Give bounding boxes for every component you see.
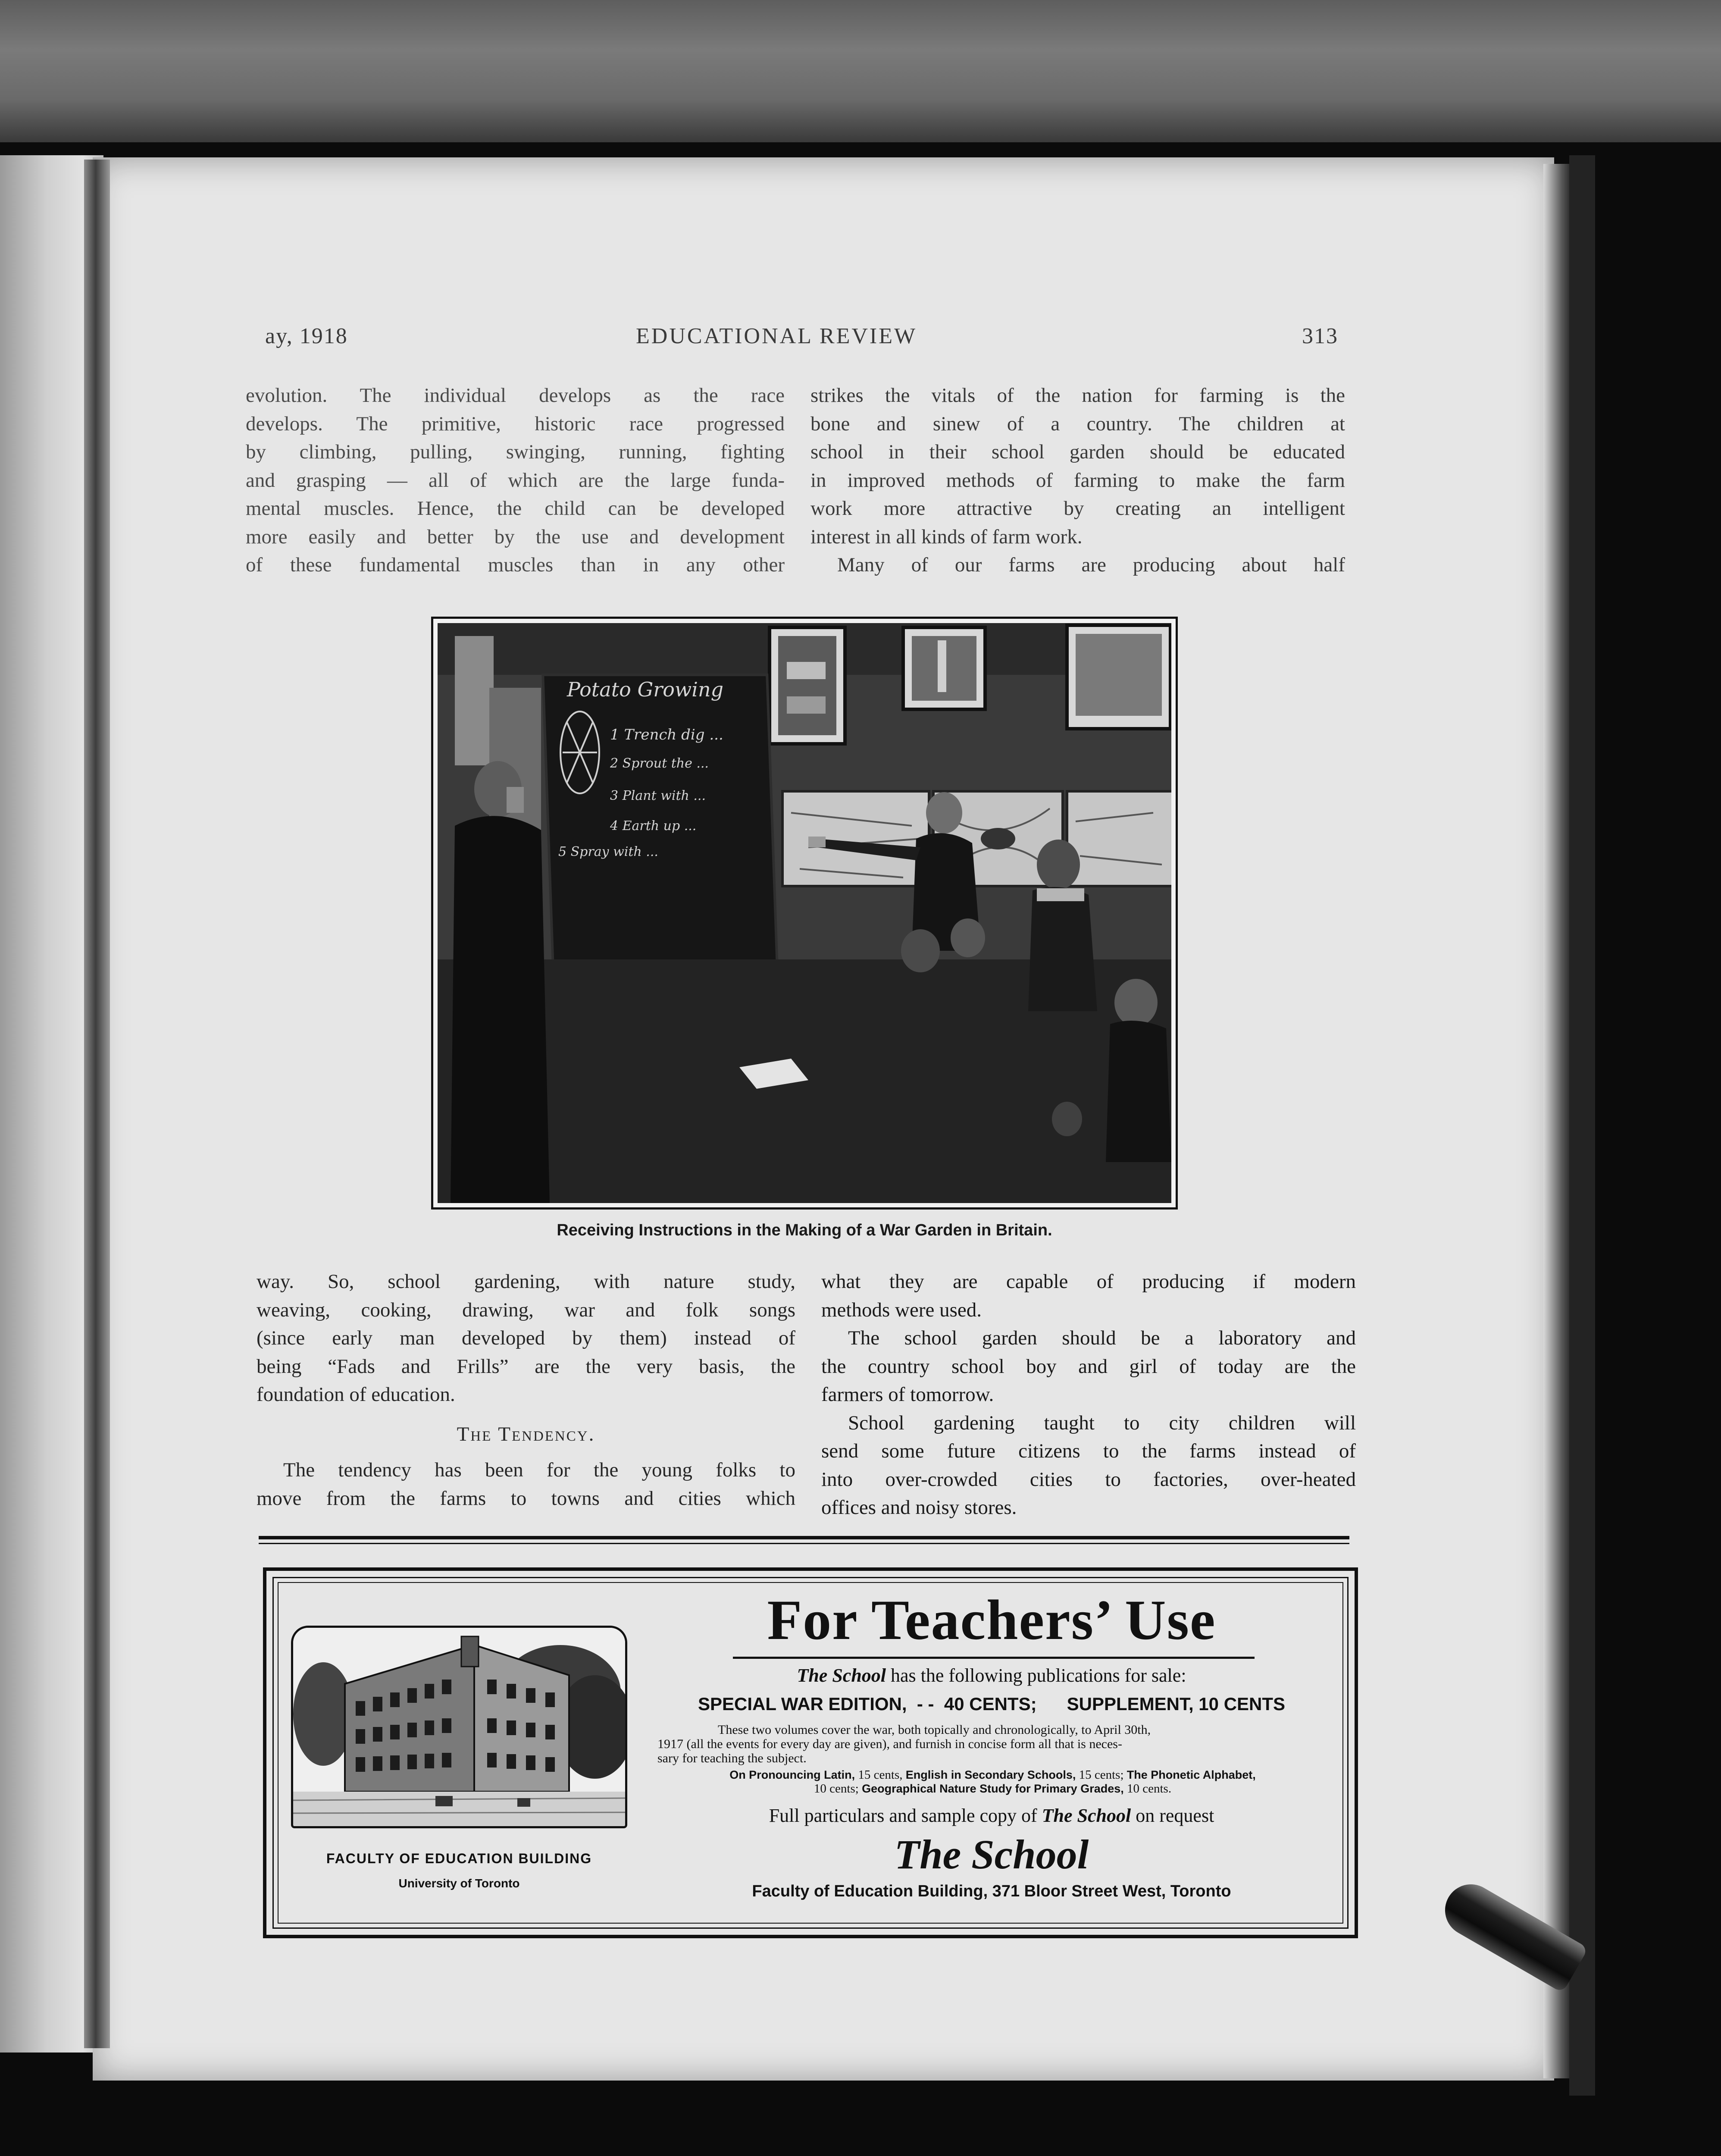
text-line: foundation of education. <box>257 1383 455 1406</box>
description-line: 1917 (all the events for every day are given), and furnish in concise form all that is neces- <box>657 1737 1122 1751</box>
text-line: offices and noisy stores. <box>821 1496 1017 1519</box>
text-line: move from the farms to towns and cities which <box>257 1487 795 1510</box>
advertisement-headline: For Teachers’ Use <box>767 1588 1216 1651</box>
text-line: being “Fads and Frills” are the very basis, the <box>257 1355 795 1378</box>
blackboard-line: 5 Spray with ... <box>558 844 658 859</box>
publication-price: 15 cents, <box>858 1768 903 1782</box>
publication-title: Geographical Nature Study for Primary Grades, <box>862 1782 1124 1795</box>
text-line: develops. The primitive, historic race progressed <box>246 412 785 435</box>
top-left-column <box>246 382 785 580</box>
request-line <box>655 1805 1328 1827</box>
text-line: work more attractive by creating an intelligent <box>810 497 1345 520</box>
school-masthead: The School <box>894 1831 1089 1877</box>
scan-background-top <box>0 0 1721 142</box>
top-right-column <box>810 382 1345 580</box>
text-line: interest in all kinds of farm work. <box>810 525 1083 548</box>
text-line: The school garden should be a laboratory and <box>848 1327 1356 1349</box>
blackboard-line: 2 Sprout the ... <box>610 756 709 771</box>
blackboard-line: 3 Plant with ... <box>610 788 706 803</box>
description-line: sary for teaching the subject. <box>657 1751 807 1765</box>
text-line: and grasping — all of which are the large funda- <box>246 469 785 492</box>
text-line: weaving, cooking, drawing, war and folk songs <box>257 1298 795 1321</box>
text-line: Many of our farms are producing about half <box>837 554 1345 576</box>
text-line: School gardening taught to city children will <box>848 1411 1356 1434</box>
text-line: The tendency has been for the young folks to <box>283 1459 795 1481</box>
building-subcaption: University of Toronto <box>398 1877 520 1890</box>
page-number: 313 <box>1302 324 1338 348</box>
publication-title: On Pronouncing Latin, <box>729 1768 855 1781</box>
offer-description <box>657 1723 1328 1765</box>
description-line: These two volumes cover the war, both topically and chronologically, to April 30th, <box>718 1723 1151 1737</box>
blackboard-title: Potato Growing <box>567 678 724 701</box>
text-line: (since early man developed by them) instead of <box>257 1327 795 1349</box>
text-line: by climbing, pulling, swinging, running, fighting <box>246 441 785 463</box>
bottom-left-column <box>257 1268 795 1513</box>
text-line: evolution. The individual develops as the race <box>246 384 785 407</box>
publications-line <box>657 1782 1328 1796</box>
text-line: the country school boy and girl of today are the <box>821 1355 1356 1378</box>
text-line: farmers of tomorrow. <box>821 1383 994 1406</box>
running-head-date: ay, 1918 <box>265 324 348 348</box>
school-brand: The School <box>797 1665 886 1686</box>
running-head-title: EDUCATIONAL REVIEW <box>636 324 917 348</box>
publication-price: 10 cents. <box>1127 1782 1172 1796</box>
text-line: more easily and better by the use and development <box>246 525 785 548</box>
building-caption: FACULTY OF EDUCATION BUILDING <box>326 1851 592 1866</box>
text-line: in improved methods of farming to make the farm <box>810 469 1345 492</box>
scan-frame-right <box>1569 155 1595 2096</box>
text-line: of these fundamental muscles than in any other <box>246 554 785 576</box>
text-line: methods were used. <box>821 1298 982 1321</box>
text-line: bone and sinew of a country. The children at <box>810 412 1345 435</box>
intro-text: has the following publications for sale: <box>891 1665 1186 1686</box>
text-line: mental muscles. Hence, the child can be developed <box>246 497 785 520</box>
text-line: into over-crowded cities to factories, over-heated <box>821 1468 1356 1491</box>
text-line: way. So, school gardening, with nature study, <box>257 1270 795 1293</box>
other-publications <box>657 1768 1328 1796</box>
headline-underline <box>733 1657 1255 1659</box>
text-line: strikes the vitals of the nation for farming is the <box>810 384 1345 407</box>
section-divider-thin <box>259 1543 1349 1544</box>
request-text: on request <box>1136 1805 1214 1826</box>
publication-price: 10 cents; <box>814 1782 859 1796</box>
text-line: send some future citizens to the farms instead of <box>821 1440 1356 1462</box>
school-address: Faculty of Education Building, 371 Bloor Street West, Toronto <box>752 1882 1231 1900</box>
photo-caption: Receiving Instructions in the Making of a War Garden in Britain. <box>557 1221 1052 1239</box>
publication-price: 15 cents; <box>1079 1768 1124 1782</box>
offer-line: SPECIAL WAR EDITION, - - 40 CENTS; SUPPLEMENT, 10 CENTS <box>698 1694 1286 1714</box>
text-line: school in their school garden should be educated <box>810 441 1345 463</box>
text-line: what they are capable of producing if modern <box>821 1270 1356 1293</box>
classroom-photograph <box>438 623 1171 1203</box>
bottom-right-column <box>821 1268 1356 1522</box>
book-gutter <box>84 160 110 2048</box>
faculty-building-engraving <box>291 1626 627 1828</box>
section-divider-thick <box>259 1536 1349 1539</box>
section-subheading: The Tendency. <box>457 1423 595 1445</box>
advertisement-intro <box>655 1664 1328 1686</box>
publication-title: The Phonetic Alphabet, <box>1126 1768 1256 1781</box>
request-text: Full particulars and sample copy of <box>769 1805 1037 1826</box>
blackboard-line: 1 Trench dig ... <box>610 726 723 743</box>
publication-title: English in Secondary Schools, <box>905 1768 1076 1781</box>
publications-line <box>657 1768 1328 1782</box>
school-brand: The School <box>1042 1805 1131 1826</box>
blackboard-line: 4 Earth up ... <box>610 818 697 834</box>
